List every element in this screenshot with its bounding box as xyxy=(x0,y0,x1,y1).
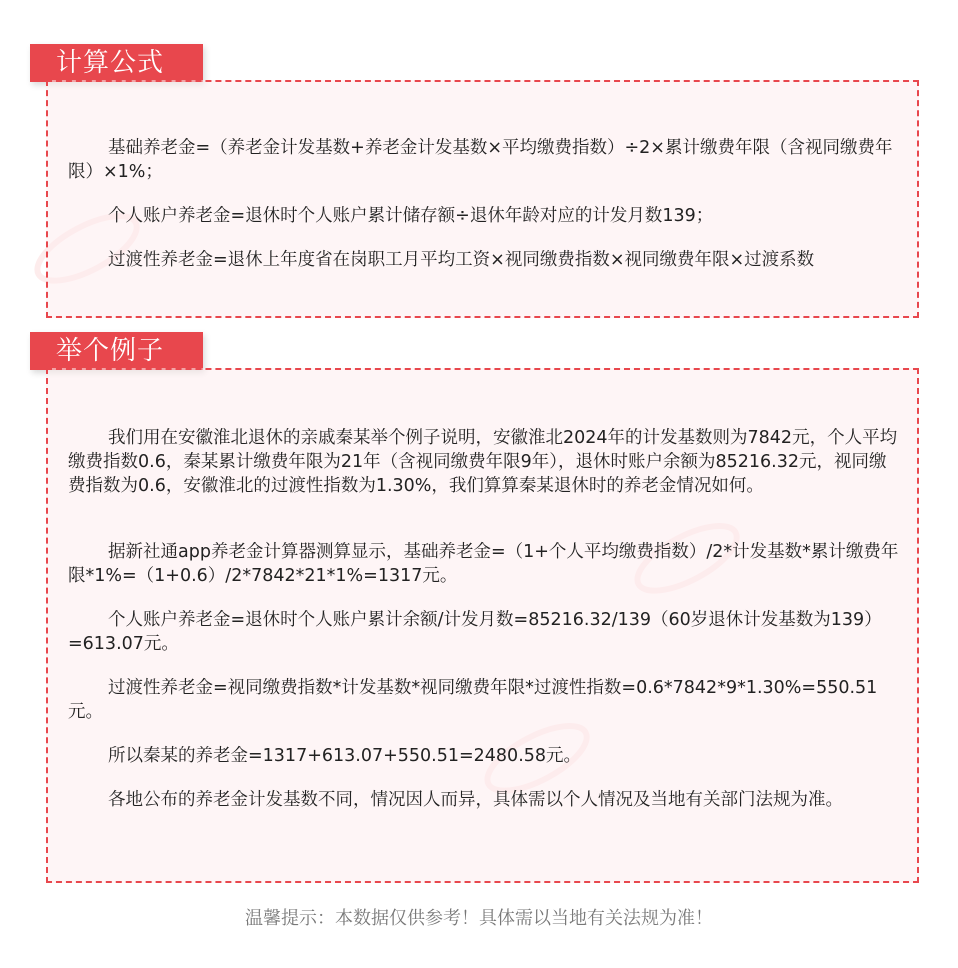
formula-paragraph: 过渡性养老金=退休上年度省在岗职工月平均工资×视同缴费指数×视同缴费年限×过渡系数 xyxy=(108,250,815,270)
example-paragraph: 个人账户养老金=退休时个人账户累计余额/计发月数=85216.32/139（60岁退休计发基数为139）=613.07元。 xyxy=(68,610,882,654)
section-title-example: 举个例子 xyxy=(30,332,203,370)
section-title-formula: 计算公式 xyxy=(30,44,203,82)
formula-box xyxy=(46,80,919,318)
example-paragraph: 我们用在安徽淮北退休的亲戚秦某举个例子说明，安徽淮北2024年的计发基数则为7842元，个人平均缴费指数0.6，秦某累计缴费年限为21年（含视同缴费年限9年），退休时账户余额为85216.32元，视同缴费指数为0.6，安徽淮北的过渡性指数为1.30%，我们算算秦某退休时的养老金情况如何。 xyxy=(68,428,898,496)
example-paragraph: 各地公布的养老金计发基数不同，情况因人而异，具体需以个人情况及当地有关部门法规为准。 xyxy=(108,790,843,810)
example-paragraph: 据新社通app养老金计算器测算显示，基础养老金=（1+个人平均缴费指数）/2*计发基数*累计缴费年限*1%=（1+0.6）/2*7842*21*1%=1317元。 xyxy=(68,542,899,586)
formula-paragraph: 个人账户养老金=退休时个人账户累计储存额÷退休年龄对应的计发月数139； xyxy=(108,206,714,226)
example-paragraph: 所以秦某的养老金=1317+613.07+550.51=2480.58元。 xyxy=(108,746,582,766)
example-paragraph: 过渡性养老金=视同缴费指数*计发基数*视同缴费年限*过渡性指数=0.6*7842*9*1.30%=550.51元。 xyxy=(68,678,878,722)
footer-note: 温馨提示：本数据仅供参考！具体需以当地有关法规为准！ xyxy=(245,908,713,929)
formula-paragraph: 基础养老金=（养老金计发基数+养老金计发基数×平均缴费指数）÷2×累计缴费年限（含视同缴费年限）×1%； xyxy=(68,138,893,182)
example-box xyxy=(46,368,919,883)
